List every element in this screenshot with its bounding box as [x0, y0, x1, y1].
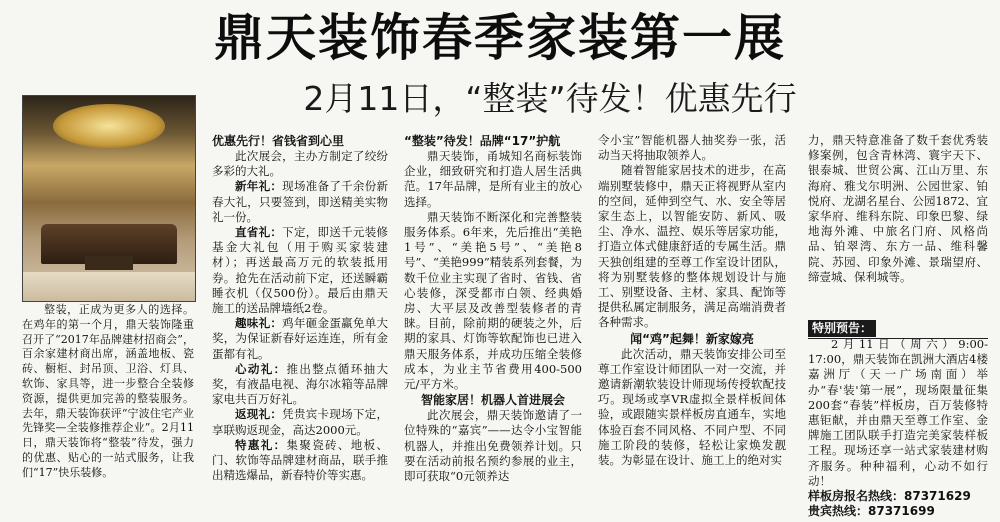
offer-item [212, 407, 388, 437]
offer-label: 趣味礼： [235, 316, 283, 331]
column-smart-home [598, 133, 786, 518]
column-cases [808, 133, 988, 333]
special-preview-badge: 特别预告： [808, 320, 876, 337]
offer-item [212, 316, 388, 362]
floor-shape [23, 272, 195, 301]
offer-label: 新年礼： [235, 179, 283, 194]
coffee-table-shape [85, 256, 133, 270]
offer-text: 现场准备了千余份新春大礼，只要签到，即送精美实物礼一份。 [212, 179, 388, 224]
section-title-offers: 优惠先行！省钱省到心里 [212, 134, 345, 148]
chandelier-ceiling-shape [53, 104, 165, 148]
column-offers [212, 133, 388, 518]
smart-home-continued: 令小宝”智能机器人抽奖券一张，活动当天将抽取领养人。 [598, 133, 786, 163]
offers-intro: 此次展会，主办方制定了绞纷多彩的大礼。 [212, 149, 388, 179]
preview-paragraph: 2月11日（周六）9:00-17:00，鼎天装饰在凯洲大酒店4楼嘉洲厅（天一广场南面）举办“春'装'第一展”，现场限量征集200套“春装”样板房，百万装修特惠钜献，并由鼎天至尊工作室、金牌施工团队联手打造完美家装样板工程。现场还享一站式家装建材购齐服务。种种福利，心动不如行动！ [808, 337, 988, 488]
cases-paragraph: 力，鼎天特意准备了数千套优秀装修案例，包含青林湾、寰宇天下、银泰城、世贸公寓、江山万里、东海府、雅戈尔明洲、公园世家、铂悦府、龙湖名星台、公园1872、宜家华府、维科东院、印象巴黎、绿地海外滩、中旅名门府、风格尚品、铂翠湾、东方一品、维科馨院、苏园、印象外滩、景瑞望府、缔壹城、保利城等。 [808, 133, 988, 284]
offer-text: 鸡年砸金蛋赢免单大奖，为保证新春好运连连，所有金蛋都有礼。 [212, 316, 388, 361]
offer-label: 心动礼： [235, 361, 287, 376]
subheadline: 2月11日，“整装”待发！优惠先行 [303, 79, 797, 118]
headline: 鼎天装饰春季家装第一展 [214, 9, 786, 67]
smart-home-paragraph: 此次展会，鼎天装饰邀请了一位特殊的“嘉宾”——达令小宝智能机器人，并推出免费领养计划。只要在活动前报名预约参展的业主，即可获取“0元领养达 [404, 408, 582, 484]
section-title-new-home: 闻“鸡”起舞！新家嫁亮 [630, 331, 754, 346]
section-title-smart-home: 智能家居！机器人首进展会 [420, 393, 565, 408]
section-title-brand: “整装”待发！品牌“17”护航 [404, 134, 561, 148]
villa-interior-photo [22, 95, 196, 302]
brand-paragraph-1: 鼎天装饰，甬城知名商标装饰企业，细致研究和打造人居生活典范。17年品牌，是所有业主的放心选择。 [404, 149, 582, 209]
offer-item [212, 438, 388, 484]
intro-paragraph: 整装，正成为更多人的选择。在鸡年的第一个月，鼎天装饰隆重召开了“2017年品牌建材招商会”，百余家建材商出席，涵盖地板、瓷砖、橱柜、封吊顶、卫浴、灯具、软饰、家具等，进一步整合全装修资源，提供更加完善的整装服务。去年，鼎天装饰获评“宁波住宅产业先锋奖—全装修推荐企业”。2月11日，鼎天装饰将“整装”待发，强力的优惠、贴心的一站式服务，让我们“17”快乐装修。 [22, 303, 194, 479]
offer-text: 集聚瓷砖、地板、门、软饰等品牌建材商品，联手推出精选爆品，新春特价等实惠。 [212, 437, 388, 483]
column-preview [808, 320, 988, 520]
brand-paragraph-2: 鼎天装饰不断深化和完善整装服务体系。6年来，先后推出“美艳1号”、“美艳5号”、“美艳8号”、“美艳999”精装系列套餐，为数千位业主实现了省时、省钱、省心装修，深受都市白领、经典婚房、大平层及改善型装修者的青睐。目前，除前期的硬装之外，后期的家具、灯饰等软配饰也已进入鼎天服务体系，并成功压缩全装修成本，为业主节省费用400-500元/平方米。 [404, 209, 582, 392]
offer-text: 下定，即送千元装修基金大礼包（用于购买家装建材）；再送最高万元的软装抵用券。抢先在活动前下定，还送瞬霸睡衣机（仅500份）。最后由鼎天施工的送品牌墙纸2卷。 [212, 225, 388, 316]
offer-label: 返现礼： [235, 407, 283, 422]
column-intro [22, 303, 194, 518]
hotline-vip: 贵宾热线：87371699 [808, 504, 935, 519]
offer-label: 直省礼： [235, 225, 283, 240]
offer-item [212, 225, 388, 316]
offer-label: 特惠礼： [235, 437, 287, 452]
new-home-paragraph: 此次活动，鼎天装饰安排公司至尊工作室设计师团队一对一交流，并邀请新潮软装设计师现场传授软配技巧。现场或享VR虚拟全景样板间体验，或跟随实景样板房直通车，实地体验百套不同风格、不同户型、不同施工阶段的装修，轻松让家焕发靓装。为彰显在设计、施工上的绝对实 [598, 346, 786, 468]
offer-text: 凭贵宾卡现场下定，享联购返现金，高达2000元。 [212, 407, 388, 437]
offer-item [212, 362, 388, 408]
smart-home-paragraph-2: 随着智能家居技术的进步，在高端别墅装修中，鼎天正将视野从室内的空间，延伸到空气、水、安全等居家生态上，以智能安防、新风、吸尘、净水、温控、娱乐等居家功能，打造立体式健康舒适的专属生活。鼎天独创组建的至尊工作室设计团队，将为别墅装修的整体规划设计与施工、别墅设备、主材、家具、配饰等提供私属定制服务，满足高端消费者各种需求。 [598, 163, 786, 330]
offer-item [212, 179, 388, 225]
offer-text: 推出整点循环抽大奖，有液晶电视、海尔冰箱等品牌家电共百万好礼。 [212, 361, 388, 407]
hotline-showroom: 样板房报名热线：87371629 [808, 489, 971, 504]
column-brand [404, 133, 582, 518]
